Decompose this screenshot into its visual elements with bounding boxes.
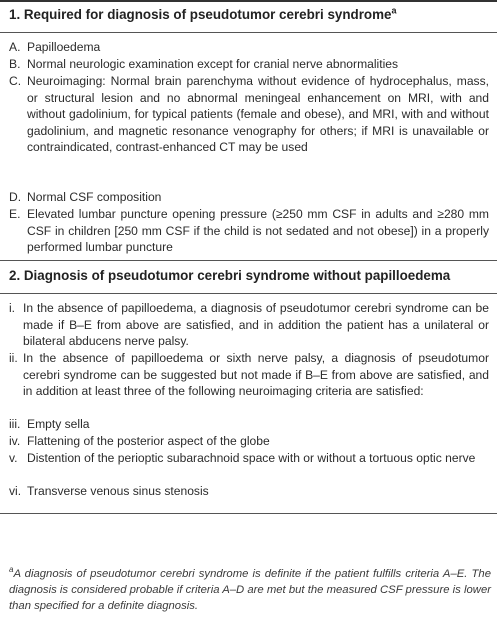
item-label: vi. [9,484,22,498]
section2-top-rule [0,260,497,261]
list-item [9,73,489,156]
list-item [9,433,489,450]
section2-header [0,262,497,290]
item-text: Elevated lumbar puncture opening pressure (≥250 mm CSF in adults and ≥280 mm CSF in children [250 mm CSF if the child is not sedated and not obese]) in a properly performed lumbar puncture [27,207,489,254]
list-item [9,416,489,433]
item-text: Normal neurologic examination except for cranial nerve abnormalities [27,57,399,71]
item-label: iii. [9,417,21,431]
item-label: D. [9,190,22,204]
section1-title: 1. Required for diagnosis of pseudotumor cerebri syndrome$^a$ [9,5,397,22]
list-item [9,483,489,500]
list-item [9,56,489,73]
section1-header [0,2,497,30]
list-item [9,206,489,256]
item-label: v. [9,451,18,465]
item-text: Empty sella [27,417,90,431]
item-label: ii. [9,351,18,365]
list-item [9,450,489,467]
list-item [9,300,489,350]
item-label: iv. [9,434,21,448]
list-item [9,189,489,206]
item-text: In the absence of papilloedema or sixth nerve palsy, a diagnosis of pseudotumor cerebri syndrome can be suggested but not made if B–E from above are satisfied, and in addition at least three of the following neuroimaging criteria are satisfied: [23,351,489,398]
item-text: Papilloedema [27,40,101,54]
item-label: C. [9,74,22,88]
list-item [9,39,489,56]
list-item [9,350,489,400]
footnote-marker: a [9,565,14,575]
section2-title: 2. Diagnosis of pseudotumor cerebri syndrome without papilloedema [9,268,451,283]
section2-rule [0,293,497,294]
item-label: A. [9,40,21,54]
footnote-text: A diagnosis of pseudotumor cerebri syndrome is definite if the patient fulfills criteria A–E. The diagnosis is considered probable if criteria A–D are met but the measured CSF pressure is lower than specified for a definite diagnosis. [9,568,491,612]
item-text: Transverse venous sinus stenosis [27,484,209,498]
table-bottom-rule [0,513,497,514]
item-label: B. [9,57,21,71]
item-text: Normal CSF composition [27,190,162,204]
item-text: Distention of the perioptic subarachnoid space with or without a tortuous optic nerve [27,451,476,465]
item-label: E. [9,207,21,221]
item-text: Flattening of the posterior aspect of the globe [27,434,270,448]
section1-rule [0,32,497,33]
footnote [9,566,491,614]
item-text: Neuroimaging: Normal brain parenchyma without evidence of hydrocephalus, mass, or structural lesion and no abnormal meningeal enhancement on MRI, with and without gadolinium, for typical patients (female and obese), and MRI, with and without gadolinium, and magnetic resonance venography for others; if MRI is unavailable or contraindicated, contrast-enhanced CT may be used [27,74,489,154]
item-text: In the absence of papilloedema, a diagnosis of pseudotumor cerebri syndrome can be made if B–E from above are satisfied, and in addition the patient has a unilateral or bilateral abducens nerve palsy. [23,301,489,348]
item-label: i. [9,301,16,315]
